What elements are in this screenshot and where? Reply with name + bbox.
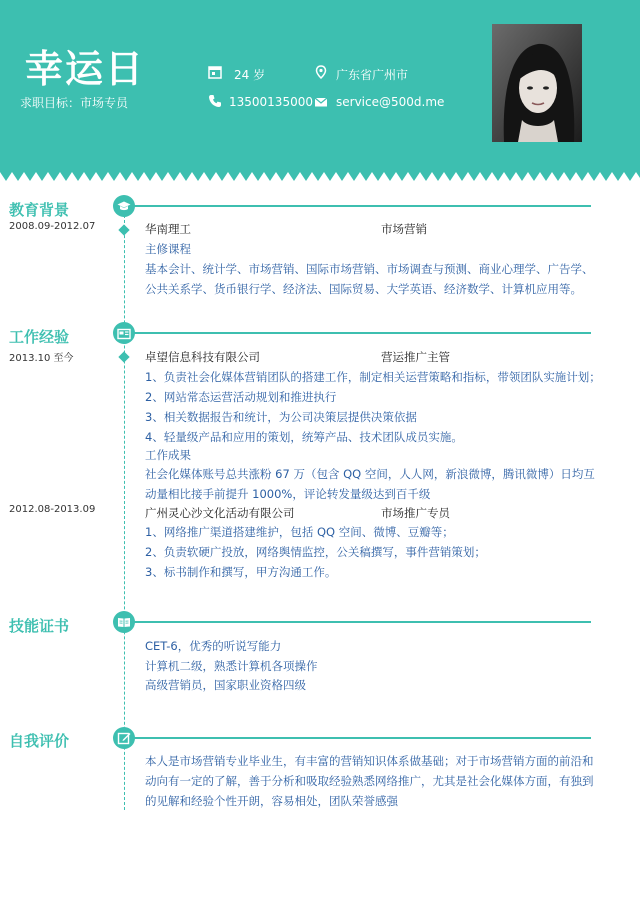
email-text: service@500d.me — [336, 95, 445, 109]
self-eval-line: 的见解和经验个性开朗，容易相处，团队荣誉感强 — [145, 794, 398, 808]
graduation-cap-icon — [117, 199, 131, 213]
courses-line: 公共关系学、货币银行学、经济法、国际贸易、大学英语、经济数学、计算机应用等。 — [145, 282, 582, 296]
work-divider — [132, 332, 591, 334]
briefcase-icon — [117, 326, 131, 340]
work-badge — [113, 322, 135, 344]
job-duty-line: 1、负责社会化媒体营销团队的搭建工作，制定相关运营策略和指标，带领团队实施计划； — [145, 370, 601, 384]
education-marker — [118, 224, 129, 235]
company-name: 卓望信息科技有限公司 — [145, 350, 260, 364]
phone-icon — [208, 94, 222, 108]
job-achievement-label: 工作成果 — [145, 448, 191, 462]
location-pin-icon — [314, 65, 328, 79]
education-date: 2008.09-2012.07 — [9, 221, 96, 232]
skills-divider — [132, 621, 591, 623]
company-name: 广州灵心沙文化活动有限公司 — [145, 506, 295, 520]
job-duty-line: 4、轻量级产品和应用的策划，统筹产品、技术团队成员实施。 — [145, 430, 463, 444]
job-duty-line: 3、相关数据报告和统计，为公司决策层提供决策依据 — [145, 410, 417, 424]
calendar-icon — [208, 65, 222, 79]
job-duty-line: 1、网络推广渠道搭建维护，包括 QQ 空间、微博、豆瓣等； — [145, 525, 454, 539]
job-achievement-line: 动量相比接手前提升 1000%，评论转发量级达到百千级 — [145, 487, 431, 501]
book-icon — [117, 615, 131, 629]
timeline-line — [124, 205, 125, 810]
profile-photo — [492, 24, 582, 142]
resume-header — [0, 0, 640, 172]
age-text: 24 岁 — [234, 68, 266, 82]
phone-text: 13500135000 — [229, 95, 313, 109]
location-text: 广东省广州市 — [336, 68, 409, 82]
courses-label: 主修课程 — [145, 242, 191, 256]
self-eval-line: 本人是市场营销专业毕业生，有丰富的营销知识体系做基础；对于市场营销方面的前沿和 — [145, 754, 594, 768]
job-objective: 求职目标：市场专员 — [20, 96, 129, 110]
skill-item: 计算机二级，熟悉计算机各项操作 — [145, 659, 318, 673]
job-duty-line: 2、网站常态运营活动规划和推进执行 — [145, 390, 337, 404]
self-eval-title: 自我评价 — [9, 732, 70, 750]
job-position: 营运推广主管 — [381, 350, 450, 364]
job-date: 2013.10 至今 — [9, 353, 74, 364]
job-duty-line: 3、标书制作和撰写，甲方沟通工作。 — [145, 565, 337, 579]
major-name: 市场营销 — [381, 222, 427, 236]
skill-item: CET-6，优秀的听说写能力 — [145, 639, 282, 653]
candidate-name: 幸运日 — [25, 47, 146, 91]
courses-line: 基本会计、统计学、市场营销、国际市场营销、市场调查与预测、商业心理学、广告学、 — [145, 262, 594, 276]
skills-badge — [113, 611, 135, 633]
job-position: 市场推广专员 — [381, 506, 450, 520]
job-date: 2012.08-2013.09 — [9, 504, 96, 515]
email-icon — [314, 95, 328, 109]
education-badge — [113, 195, 135, 217]
school-name: 华南理工 — [145, 222, 191, 236]
skills-title: 技能证书 — [9, 617, 70, 635]
self-eval-line: 动向有一定的了解，善于分析和吸取经验熟悉网络推广，尤其是社会化媒体方面，有独到 — [145, 774, 594, 788]
edit-icon — [117, 731, 131, 745]
job-duty-line: 2、负责软硬广投放，网络舆情监控，公关稿撰写，事件营销策划； — [145, 545, 486, 559]
header-zigzag-edge — [0, 172, 640, 182]
job-achievement-line: 社会化媒体账号总共涨粉 67 万（包含 QQ 空间，人人网，新浪微博，腾讯微博）日均互 — [145, 467, 595, 481]
education-divider — [132, 205, 591, 207]
education-title: 教育背景 — [9, 201, 70, 219]
work-title: 工作经验 — [9, 328, 70, 346]
self-eval-divider — [132, 737, 591, 739]
skill-item: 高级营销员，国家职业资格四级 — [145, 678, 306, 692]
job-marker — [118, 351, 129, 362]
self-eval-badge — [113, 727, 135, 749]
